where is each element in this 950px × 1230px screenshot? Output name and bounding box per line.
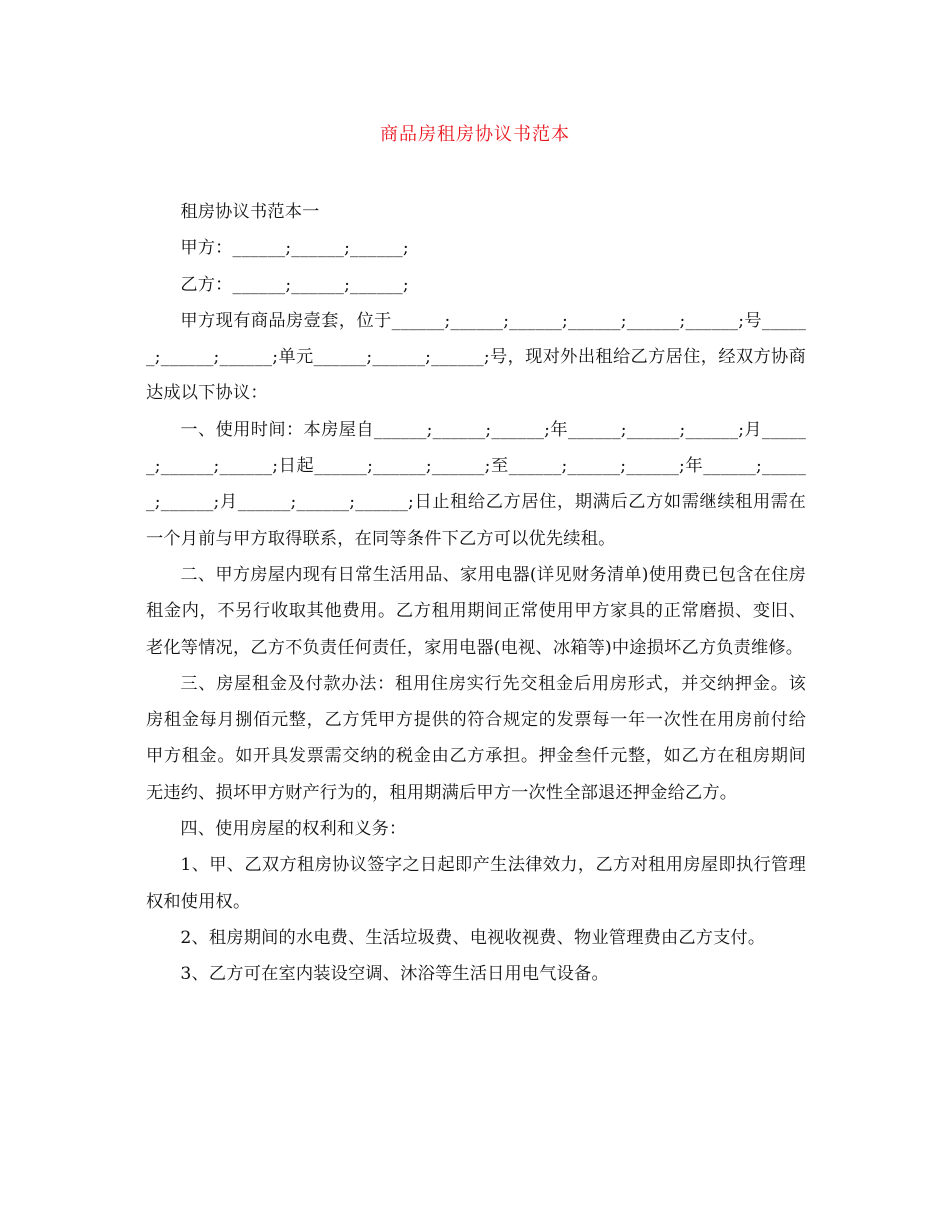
clause-4-item-2: 2、租房期间的水电费、生活垃圾费、电视收视费、物业管理费由乙方支付。 bbox=[180, 927, 766, 948]
clause-4-heading: 四、使用房屋的权利和义务： bbox=[180, 819, 407, 840]
party-a-line: 甲方：______;______;______; bbox=[180, 238, 409, 259]
section-heading: 租房协议书范本一 bbox=[180, 202, 320, 222]
clause-1-paragraph: 一、使用时间：本房屋自______;______;______;年______;______;______;月______;______;______;日起______;______;______;至______;______;______;年______;______;______;月______;______;______;日止租给乙方居住，期满后乙方如需继续租用需在一个月前与甲方取得联系，在同等条件下乙方可以优先续租。 bbox=[146, 419, 806, 549]
property-paragraph: 甲方现有商品房壹套，位于______;______;______;______;______;______;号______;______;______;单元______;______;______;号，现对外出租给乙方居住，经双方协商达成以下协议： bbox=[146, 310, 806, 404]
party-b-line: 乙方：______;______;______; bbox=[180, 274, 409, 295]
document-title: 商品房租房协议书范本 bbox=[380, 124, 570, 145]
clause-4-item-1: 1、甲、乙双方租房协议签字之日起即产生法律效力，乙方对租用房屋即执行管理权和使用权。 bbox=[146, 855, 806, 912]
clause-3-paragraph: 三、房屋租金及付款办法：租用住房实行先交租金后用房形式，并交纳押金。该房租金每月捌佰元整，乙方凭甲方提供的符合规定的发票每一年一次性在用房前付给甲方租金。如开具发票需交纳的税金由乙方承担。押金叁仟元整，如乙方在租房期间无违约、损坏甲方财产行为的，租用期满后甲方一次性全部退还押金给乙方。 bbox=[146, 673, 806, 803]
clause-4-item-3: 3、乙方可在室内装设空调、沐浴等生活日用电气设备。 bbox=[180, 964, 609, 985]
clause-2-paragraph: 二、甲方房屋内现有日常生活用品、家用电器(详见财务清单)使用费已包含在住房租金内，不另行收取其他费用。乙方租用期间正常使用甲方家具的正常磨损、变旧、老化等情况，乙方不负责任何责任，家用电器(电视、冰箱等)中途损坏乙方负责维修。 bbox=[146, 564, 806, 658]
document-body bbox=[146, 194, 806, 993]
